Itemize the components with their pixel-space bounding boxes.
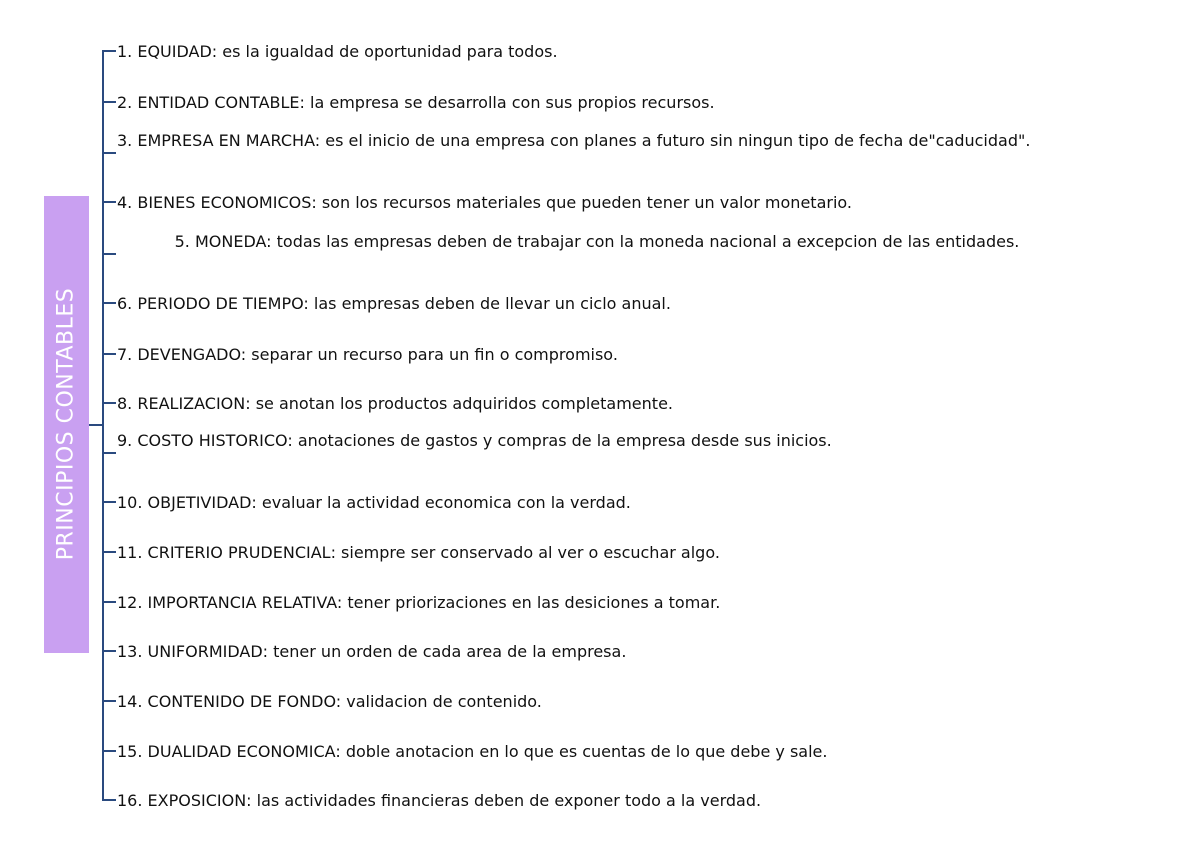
principle-6 — [117, 294, 671, 314]
principle-description: evaluar la actividad economica con la verdad. — [261, 493, 631, 512]
branch-tick-5 — [102, 253, 116, 255]
principle-description: tener priorizaciones en las desiciones a tomar. — [347, 593, 721, 612]
branch-tick-6 — [102, 302, 116, 304]
principle-term: 15. DUALIDAD ECONOMICA: — [117, 742, 341, 761]
branch-tick-1 — [102, 50, 116, 52]
principle-description: las empresas deben de llevar un ciclo anual. — [313, 294, 671, 313]
principle-term: 14. CONTENIDO DE FONDO: — [117, 692, 342, 711]
branch-tick-13 — [102, 650, 116, 652]
principle-description: son los recursos materiales que pueden tener un valor monetario. — [321, 193, 852, 212]
principle-1 — [117, 42, 558, 62]
branch-tick-15 — [102, 750, 116, 752]
principle-description: tener un orden de cada area de la empresa. — [273, 642, 627, 661]
principle-term: 5. MONEDA: — [174, 232, 272, 251]
principle-3 — [117, 131, 1057, 151]
central-topic-label: PRINCIPIOS CONTABLES — [53, 287, 79, 561]
branch-tick-3 — [102, 152, 116, 154]
principle-11 — [117, 543, 720, 563]
branch-tick-4 — [102, 201, 116, 203]
principle-description: anotaciones de gastos y compras de la empresa desde sus inicios. — [297, 431, 832, 450]
principle-9 — [117, 431, 977, 451]
principle-term: 13. UNIFORMIDAD: — [117, 642, 269, 661]
principle-description: validacion de contenido. — [346, 692, 542, 711]
bracket-spine — [102, 50, 104, 801]
principle-5 — [117, 232, 1077, 252]
principle-description: todas las empresas deben de trabajar con la moneda nacional a excepcion de las entidades. — [276, 232, 1020, 251]
central-connector — [89, 424, 103, 426]
principle-description: doble anotacion en lo que es cuentas de lo que debe y sale. — [345, 742, 828, 761]
branch-tick-9 — [102, 452, 116, 454]
principle-7 — [117, 345, 618, 365]
principle-16 — [117, 791, 761, 811]
principle-description: se anotan los productos adquiridos completamente. — [255, 394, 673, 413]
principle-term: 16. EXPOSICION: — [117, 791, 252, 810]
principle-term: 6. PERIODO DE TIEMPO: — [117, 294, 309, 313]
branch-tick-14 — [102, 700, 116, 702]
branch-tick-7 — [102, 353, 116, 355]
principle-description: es el inicio de una empresa con planes a futuro sin ningun tipo de fecha de"caducidad". — [325, 131, 1031, 150]
principle-term: 3. EMPRESA EN MARCHA: — [117, 131, 321, 150]
principle-4 — [117, 193, 852, 213]
principle-term: 12. IMPORTANCIA RELATIVA: — [117, 593, 343, 612]
principle-2 — [117, 93, 715, 113]
principle-term: 1. EQUIDAD: — [117, 42, 218, 61]
principle-10 — [117, 493, 631, 513]
principle-13 — [117, 642, 626, 662]
principle-term: 2. ENTIDAD CONTABLE: — [117, 93, 305, 112]
principle-term: 10. OBJETIVIDAD: — [117, 493, 257, 512]
principle-description: separar un recurso para un fin o compromiso. — [251, 345, 618, 364]
principle-description: la empresa se desarrolla con sus propios recursos. — [310, 93, 715, 112]
principle-term: 9. COSTO HISTORICO: — [117, 431, 293, 450]
principle-12 — [117, 593, 720, 613]
principle-description: las actividades financieras deben de exponer todo a la verdad. — [256, 791, 762, 810]
principle-15 — [117, 742, 827, 762]
branch-tick-12 — [102, 601, 116, 603]
principle-14 — [117, 692, 542, 712]
principle-description: es la igualdad de oportunidad para todos. — [222, 42, 558, 61]
principle-term: 7. DEVENGADO: — [117, 345, 247, 364]
branch-tick-11 — [102, 551, 116, 553]
branch-tick-16 — [102, 799, 116, 801]
branch-tick-2 — [102, 101, 116, 103]
branch-tick-8 — [102, 402, 116, 404]
principle-8 — [117, 394, 673, 414]
principle-term: 4. BIENES ECONOMICOS: — [117, 193, 317, 212]
principle-description: siempre ser conservado al ver o escuchar algo. — [341, 543, 720, 562]
branch-tick-10 — [102, 501, 116, 503]
principle-term: 11. CRITERIO PRUDENCIAL: — [117, 543, 336, 562]
principle-term: 8. REALIZACION: — [117, 394, 251, 413]
